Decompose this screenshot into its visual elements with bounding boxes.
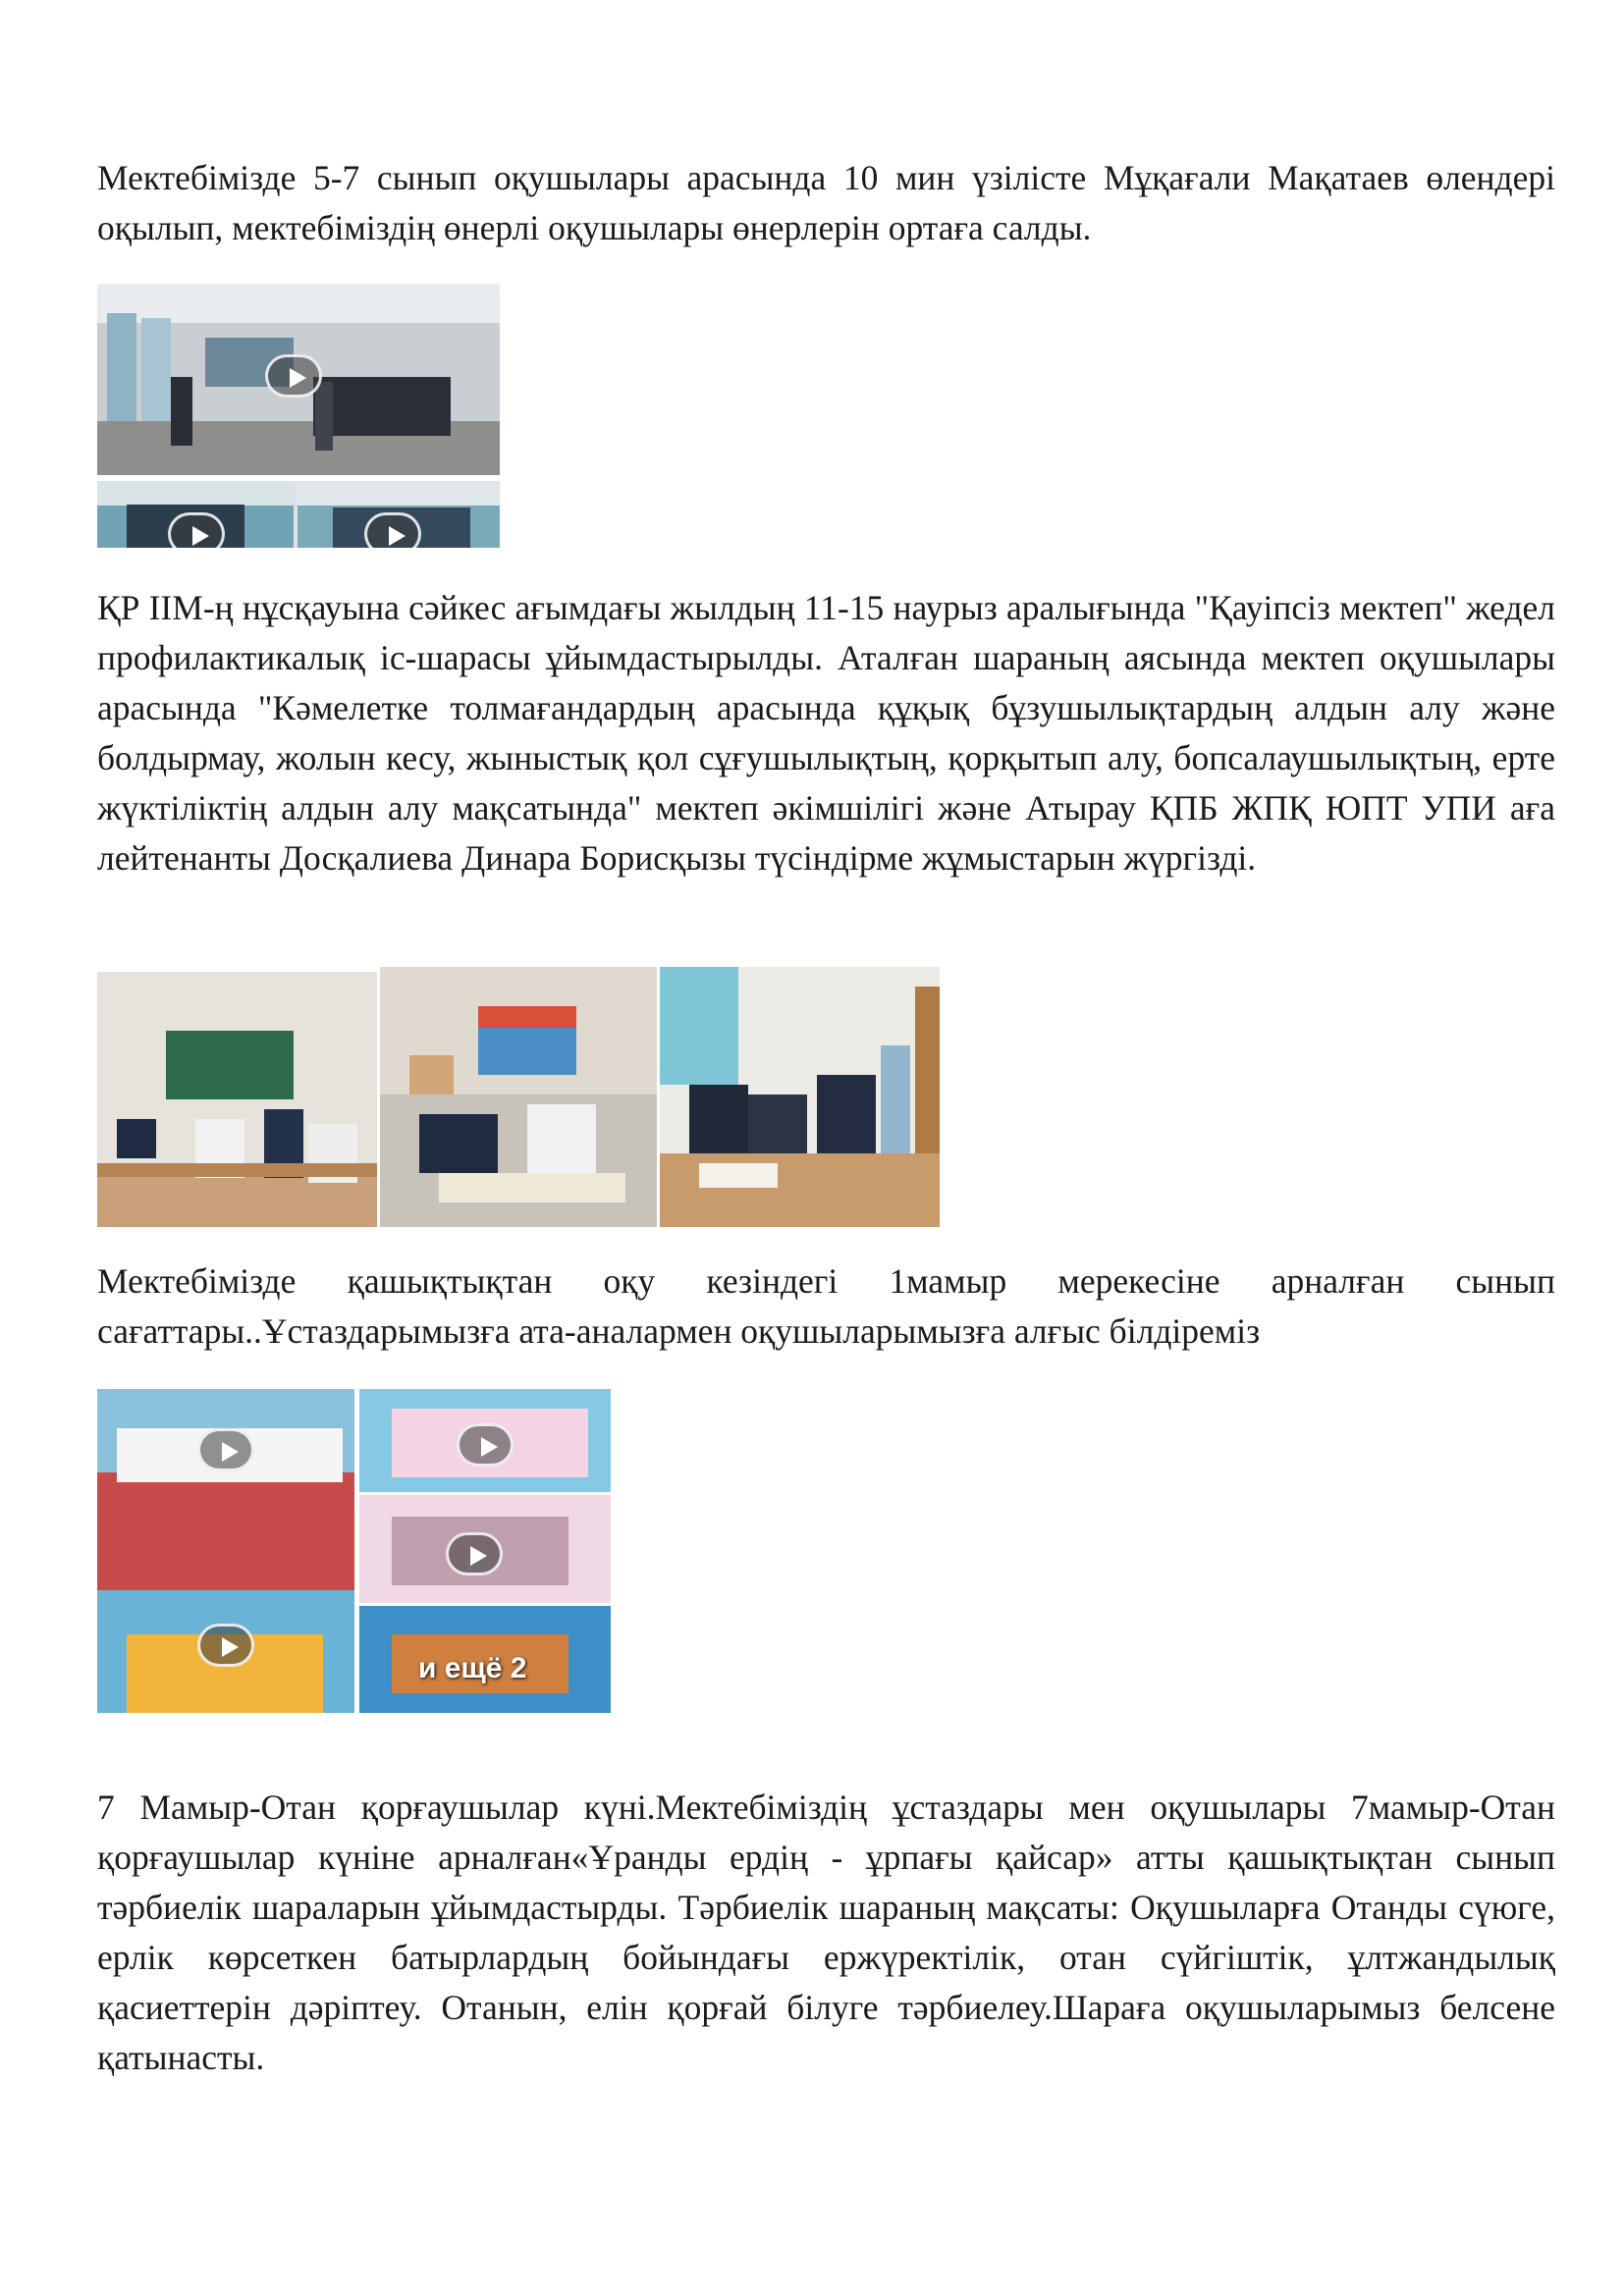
play-icon[interactable] xyxy=(197,1624,254,1667)
play-icon[interactable] xyxy=(168,512,225,548)
play-icon[interactable] xyxy=(197,1428,254,1471)
paragraph-4: 7 Мамыр-Отан қорғаушылар күні.Мектебіміздің ұстаздары мен оқушылары 7мамыр-Отан қорғаушылар күніне арналған«Ұранды ердің - ұрпағы қайсар» атты қашықтықтан сынып тәрбиелік шараларын ұйымдастырды. Тәрбиелік шараның мақсаты: Оқушыларға Отанды сүюге, ерлік көрсеткен батырлардың бойындағы ержүректілік, отан сүйгіштік, ұлтжандылық қасиеттерін дәріптеу. Отанын, елін қорғай білуге тәрбиелеу.Шараға оқушыларымыз белсене қатынасты. xyxy=(97,1788,1555,2077)
video-thumbnail-grid xyxy=(97,1389,611,1713)
photo-row-classroom xyxy=(97,967,940,1227)
play-icon[interactable] xyxy=(446,1532,503,1575)
video-thumbnail-main xyxy=(97,284,500,548)
paragraph-3: Мектебімізде қашықтықтан оқу кезіндегі 1мамыр мерекесіне арналған сынып сағаттары..Ұстаздарымызға ата-аналармен оқушыларымызға алғыс білдіреміз xyxy=(97,1261,1555,1351)
video-collage-may-day xyxy=(97,1389,611,1713)
classroom-photo-2 xyxy=(380,967,657,1227)
play-icon[interactable] xyxy=(364,512,421,548)
paragraph-2: ҚР ІІМ-ң нұсқауына сәйкес ағымдағы жылдың 11-15 наурыз аралығында "Қауіпсіз мектеп" жедел профилактикалық іс-шарасы ұйымдастырылды. Аталған шараның аясында мектеп оқушылары арасында "Кәмелетке толмағандардың арасында құқық бұзушылықтардың алдын алу және болдырмау, жолын кесу, жыныстық қол сұғушылықтың, қорқытып алу, бопсалаушылықтың, ерте жүктіліктің алдын алу мақсатында" мектеп әкімшілігі және Атырау ҚПБ ЖПҚ ЮПТ УПИ аға лейтенанты Досқалиева Динара Борисқызы түсіндірме жұмыстарын жүргізді. xyxy=(97,588,1555,878)
play-icon[interactable] xyxy=(265,354,322,398)
play-icon[interactable] xyxy=(457,1423,514,1467)
video-collage-poetry xyxy=(97,284,500,548)
paragraph-1: Мектебімізде 5-7 сынып оқушылары арасында 10 мин үзілісте Мұқағали Мақатаев өлендері оқылып, мектебіміздің өнерлі оқушылары өнерлерін ортаға салды. xyxy=(97,158,1555,247)
more-videos-label[interactable]: и ещё 2 xyxy=(418,1652,527,1684)
classroom-photo-1 xyxy=(97,972,377,1227)
classroom-photo-3 xyxy=(660,967,940,1227)
